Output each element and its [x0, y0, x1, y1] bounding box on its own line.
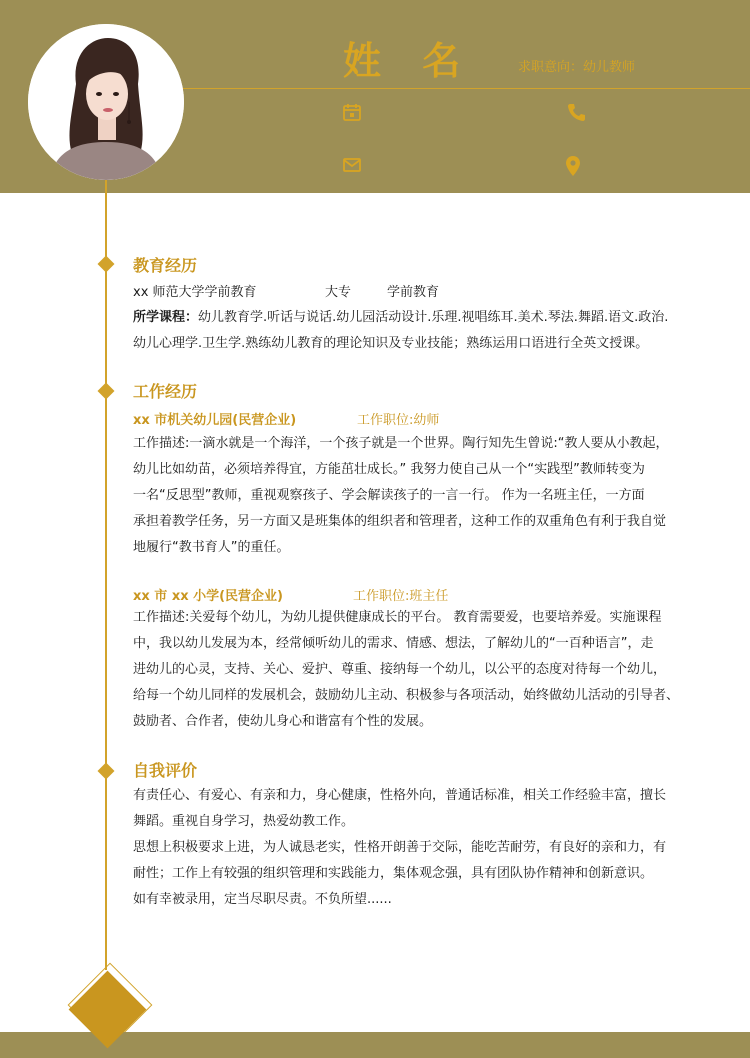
job-position: 工作职位:幼师 [357, 413, 440, 428]
job-company: xx 市机关幼儿园(民营企业) [133, 413, 297, 428]
section-bullet [98, 383, 115, 400]
evaluation-line: 耐性；工作上有较强的组织管理和实践能力，集体观念强，具有团队协作精神和创新意识。 [133, 866, 654, 881]
self-evaluation [133, 783, 703, 913]
section-title-work: 工作经历 [133, 382, 198, 401]
section-title-education: 教育经历 [133, 256, 198, 275]
description-line: 工作描述:一滴水就是一个海洋，一个孩子就是一个世界。陶行知先生曾说:“教人要从小教起， [133, 436, 669, 451]
courses-label: 所学课程： [133, 310, 199, 325]
evaluation-line: 舞蹈。重视自身学习，热爱幼教工作。 [133, 814, 355, 829]
courses-line-2: 幼儿心理学.卫生学.熟练幼儿教育的理论知识及专业技能；熟练运用口语进行全英文授课。 [133, 336, 649, 351]
description-line: 工作描述:关爱每个幼儿，为幼儿提供健康成长的平台。 教育需要爱，也要培养爱。实施课程 [133, 610, 662, 625]
job-position: 工作职位:班主任 [353, 589, 449, 604]
timeline-line [105, 180, 107, 970]
description-line: 鼓励者、合作者，使幼儿身心和谐富有个性的发展。 [133, 714, 433, 729]
header-divider [175, 88, 750, 89]
description-line: 幼儿比如幼苗，必须培养得宜，方能茁壮成长。” 我努力使自己从一个“实践型”教师转变为 [133, 462, 645, 477]
evaluation-line: 如有幸被录用，定当尽职尽责。不负所望...... [133, 892, 392, 907]
evaluation-line: 思想上积极要求上进，为人诚恳老实，性格开朗善于交际，能吃苦耐劳，有良好的亲和力，有 [133, 840, 667, 855]
job-description [133, 431, 703, 561]
education-degree: 大专 [325, 285, 352, 300]
location-icon [563, 155, 583, 175]
description-line: 承担着教学任务，另一方面又是班集体的组织者和管理者，这种工作的双重角色有利于我自觉 [133, 514, 667, 529]
job-intent: 求职意向：幼儿教师 [518, 60, 636, 75]
description-line: 给每一个幼儿同样的发展机会，鼓励幼儿主动、积极参与各项活动，始终做幼儿活动的引导者、 [133, 688, 680, 703]
avatar [28, 24, 184, 180]
evaluation-line: 有责任心、有爱心、有亲和力，身心健康，性格外向，普通话标准，相关工作经验丰富，擅长 [133, 788, 667, 803]
courses-line-1: 幼儿教育学.听话与说话.幼儿园活动设计.乐理.视唱练耳.美术.琴法.舞蹈.语文.政治. [198, 310, 669, 325]
education-courses [133, 305, 703, 331]
description-line: 进幼儿的心灵，支持、关心、爱护、尊重、接纳每一个幼儿，以公平的态度对待每一个幼儿， [133, 662, 667, 677]
section-bullet [98, 763, 115, 780]
section-title-self: 自我评价 [133, 761, 198, 780]
job-description [133, 605, 703, 735]
description-line: 地履行“教书育人”的重任。 [133, 540, 290, 555]
description-line: 一名“反思型”教师，重视观察孩子、学会解读孩子的一言一行。 作为一名班主任，一方面 [133, 488, 645, 503]
education-major: 学前教育 [387, 285, 440, 300]
section-bullet [98, 256, 115, 273]
mail-icon [342, 155, 362, 175]
description-line: 中，我以幼儿发展为本，经常倾听幼儿的需求、情感、想法，了解幼儿的“一百种语言”，走 [133, 636, 654, 651]
education-school: xx 师范大学学前教育 [133, 285, 257, 300]
job-company: xx 市 xx 小学(民营企业) [133, 589, 284, 604]
candidate-name: 姓 名 [343, 39, 475, 83]
phone-icon [566, 102, 586, 122]
calendar-icon [342, 102, 362, 122]
